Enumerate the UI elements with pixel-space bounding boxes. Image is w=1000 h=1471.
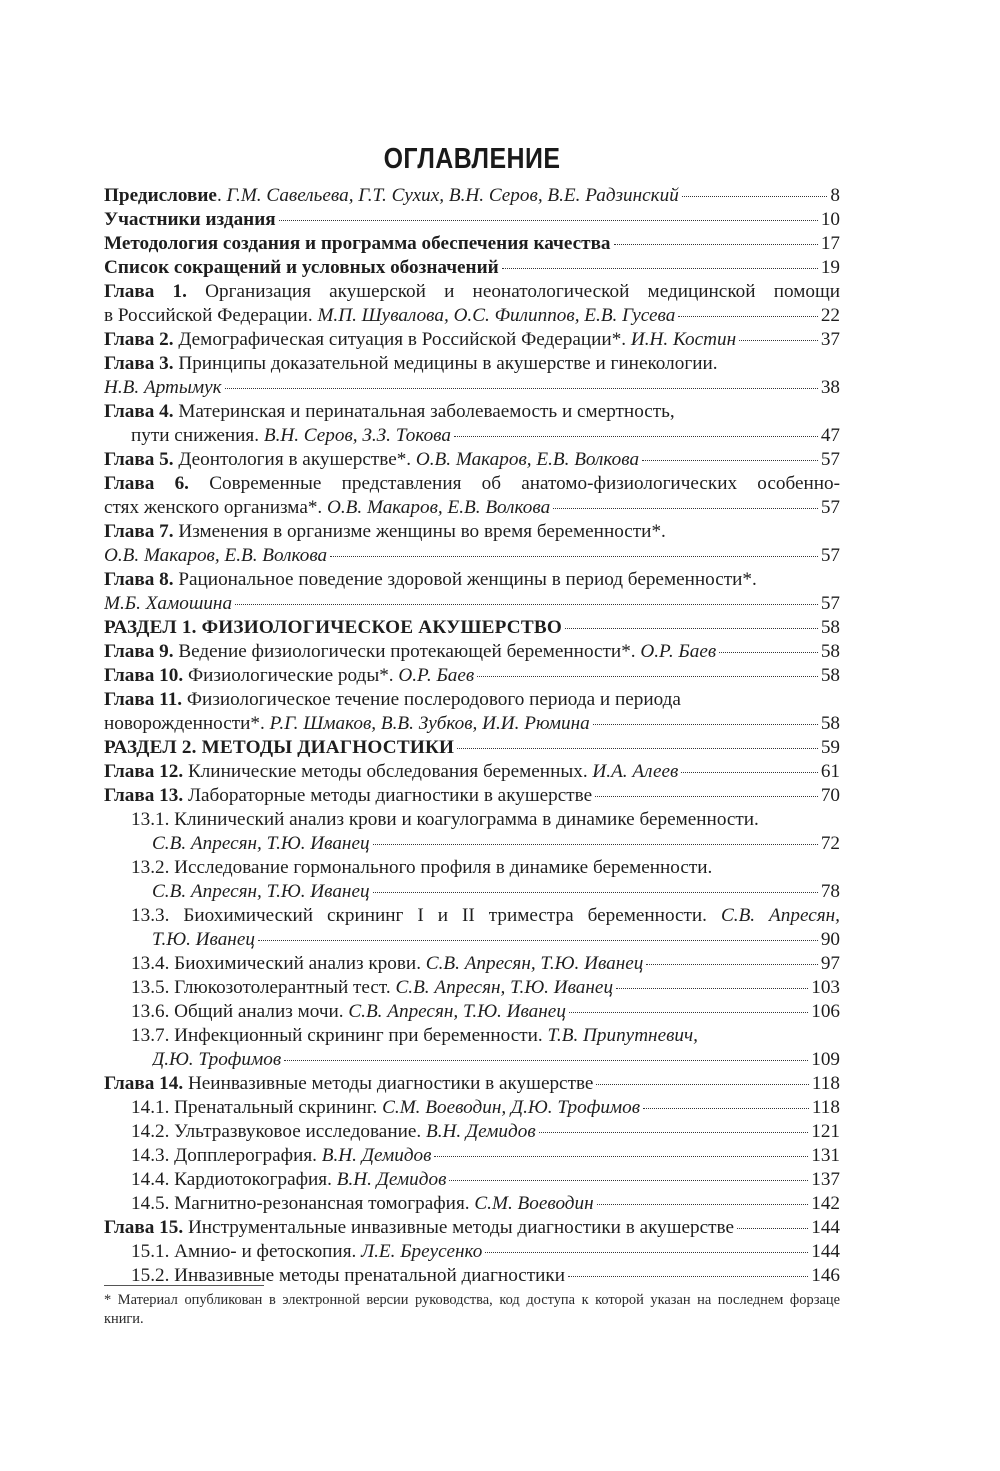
toc-line[interactable] — [104, 400, 840, 424]
entry-title: Деонтология в акушерстве*. — [178, 449, 416, 470]
page-number: 57 — [820, 497, 840, 518]
toc-line[interactable] — [104, 568, 840, 592]
chapter-label: Глава 7. — [104, 521, 174, 542]
dot-leader — [457, 748, 818, 749]
dot-leader — [454, 436, 818, 437]
page-number: 72 — [820, 833, 840, 854]
entry-authors: В.Н. Демидов — [336, 1169, 447, 1190]
toc-line[interactable] — [104, 808, 840, 832]
page-number: 17 — [820, 233, 840, 254]
page-number: 38 — [820, 377, 840, 398]
toc-entry-text — [131, 1192, 594, 1216]
toc-line[interactable] — [104, 376, 840, 400]
entry-title: 14.2. Ультразвуковое исследование. — [131, 1121, 426, 1142]
toc-entry-text — [104, 376, 222, 400]
entry-title: Принципы доказательной медицины в акушерстве и гинекологии. — [178, 353, 718, 374]
toc-entry-text — [104, 496, 550, 520]
toc-entry-text — [104, 568, 757, 592]
dot-leader — [737, 1228, 808, 1229]
toc-entry-text — [104, 208, 276, 232]
page-number: 47 — [820, 425, 840, 446]
dot-leader — [569, 1012, 808, 1013]
toc-entry-text — [131, 1144, 431, 1168]
dot-leader — [502, 268, 818, 269]
toc-entry-text — [131, 1168, 446, 1192]
page-title: ОГЛАВЛЕНИЕ — [383, 143, 561, 175]
entry-authors: О.В. Макаров, Е.В. Волкова — [104, 545, 328, 566]
entry-title: Клинические методы обследования беременных. — [187, 761, 593, 782]
section-title: РАЗДЕЛ 2. МЕТОДЫ ДИАГНОСТИКИ — [104, 737, 455, 758]
footnote: * Материал опубликован в электронной версии руководства, код доступа к которой указан на последнем форзаце книги. — [104, 1292, 840, 1327]
toc-entry-text — [104, 472, 840, 496]
chapter-label: Глава 4. — [104, 401, 174, 422]
entry-title: 15.2. Инвазивные методы пренатальной диагностики — [131, 1265, 566, 1286]
chapter-label: Глава 13. — [104, 785, 184, 806]
dot-leader — [643, 1108, 809, 1109]
toc-line[interactable] — [104, 232, 840, 256]
entry-title: 13.2. Исследование гормонального профиля в динамике беременности. — [131, 857, 713, 878]
toc-entry-text — [104, 304, 675, 328]
separator: . — [216, 185, 227, 206]
page-number: 19 — [820, 257, 840, 278]
entry-title: 14.4. Кардиотокография. — [131, 1169, 337, 1190]
chapter-label: Глава 8. — [104, 569, 174, 590]
page-number: 146 — [811, 1265, 840, 1286]
dot-leader — [681, 772, 817, 773]
entry-authors: О.В. Макаров, Е.В. Волкова — [415, 449, 640, 470]
toc-entry-text — [131, 1024, 698, 1048]
entry-title: Изменения в организме женщины во время беременности*. — [178, 521, 666, 542]
toc-entry-text — [131, 1120, 536, 1144]
page-number: 90 — [820, 929, 840, 950]
toc-entry-text — [152, 880, 370, 904]
entry-title: Ведение физиологически протекающей беременности*. — [178, 641, 641, 662]
toc-entry-text — [104, 712, 590, 736]
page-number: 8 — [830, 185, 840, 206]
separator — [187, 281, 205, 302]
chapter-label: Глава 2. — [104, 329, 174, 350]
page-number: 22 — [820, 305, 840, 326]
page-number: 118 — [811, 1097, 840, 1118]
page-number: 144 — [811, 1241, 840, 1262]
chapter-label: Глава 15. — [104, 1217, 184, 1238]
chapter-label: Предисловие — [104, 185, 217, 206]
toc-line[interactable] — [104, 640, 840, 664]
entry-title: Неинвазивные методы диагностики в акушерстве — [187, 1073, 594, 1094]
entry-title: Физиологическое течение послеродового периода и периода — [186, 689, 681, 710]
page-number: 58 — [820, 665, 840, 686]
dot-leader — [593, 724, 818, 725]
toc-entry-text — [152, 832, 370, 856]
entry-title: Демографическая ситуация в Российской Федерации*. — [178, 329, 631, 350]
toc-entry-text — [104, 688, 681, 712]
toc-entry-text — [104, 232, 611, 256]
toc-line[interactable] — [104, 544, 840, 568]
entry-authors: С.В. Апресян, Т.Ю. Иванец — [348, 1001, 566, 1022]
entry-title: 14.3. Допплерография. — [131, 1145, 322, 1166]
toc-line[interactable] — [104, 880, 840, 904]
dot-leader — [235, 604, 818, 605]
dot-leader — [595, 796, 818, 797]
toc-line[interactable] — [104, 952, 840, 976]
toc-line[interactable] — [104, 184, 840, 208]
toc-line[interactable] — [104, 928, 840, 952]
page-number: 103 — [811, 977, 840, 998]
dot-leader — [597, 1204, 809, 1205]
entry-title: пути снижения. — [131, 425, 264, 446]
dot-leader — [477, 676, 818, 677]
toc-entry-text — [104, 784, 592, 808]
page-number: 109 — [811, 1049, 840, 1070]
entry-authors: Н.В. Артымук — [104, 377, 222, 398]
page-number: 70 — [820, 785, 840, 806]
toc-entry-text — [104, 328, 736, 352]
entry-title: 13.5. Глюкозотолерантный тест. — [131, 977, 396, 998]
toc-entry-text — [104, 760, 678, 784]
entry-authors: О.В. Макаров, Е.В. Волкова — [327, 497, 551, 518]
page-number: 10 — [820, 209, 840, 230]
entry-title: Инструментальные инвазивные методы диагностики в акушерстве — [187, 1217, 735, 1238]
toc-line[interactable] — [104, 712, 840, 736]
toc-entry-text — [104, 664, 474, 688]
dot-leader — [485, 1252, 808, 1253]
dot-leader — [596, 1084, 809, 1085]
chapter-label: Глава 5. — [104, 449, 174, 470]
entry-authors: Р.Г. Шмаков, В.В. Зубков, И.И. Рюмина — [269, 713, 590, 734]
toc-line[interactable] — [104, 472, 840, 496]
toc-entry-text — [104, 256, 499, 280]
entry-authors: М.Б. Хамошина — [104, 593, 233, 614]
toc-line[interactable] — [104, 760, 840, 784]
dot-leader — [553, 508, 818, 509]
page-number: 58 — [820, 641, 840, 662]
entry-authors: В.Н. Демидов — [321, 1145, 432, 1166]
dot-leader — [434, 1156, 808, 1157]
dot-leader — [642, 460, 818, 461]
page-number: 59 — [820, 737, 840, 758]
chapter-label: Глава 12. — [104, 761, 184, 782]
footnote-rule — [104, 1285, 264, 1286]
toc-line[interactable] — [104, 448, 840, 472]
toc-line[interactable] — [104, 1048, 840, 1072]
dot-leader — [568, 1276, 808, 1277]
toc-line[interactable] — [104, 256, 840, 280]
toc-line[interactable] — [104, 208, 840, 232]
toc-line[interactable] — [104, 592, 840, 616]
toc-line[interactable] — [104, 496, 840, 520]
dot-leader — [739, 340, 818, 341]
toc-line[interactable] — [104, 736, 840, 760]
page-number: 61 — [820, 761, 840, 782]
page-number: 131 — [811, 1145, 840, 1166]
toc-line[interactable] — [104, 1096, 840, 1120]
entry-authors: Т.Ю. Иванец — [152, 929, 255, 950]
entry-title: Методология создания и программа обеспечения качества — [104, 233, 611, 254]
page-number: 57 — [820, 593, 840, 614]
dot-leader — [225, 388, 818, 389]
toc-entry-text — [131, 1000, 566, 1024]
entry-title: 13.1. Клинический анализ крови и коагулограмма в динамике беременности. — [131, 809, 759, 830]
entry-authors: Д.Ю. Трофимов — [152, 1049, 282, 1070]
toc-entry-text — [104, 544, 327, 568]
toc-line[interactable] — [104, 1216, 840, 1240]
dot-leader — [646, 964, 817, 965]
entry-title: Физиологические роды*. — [187, 665, 399, 686]
dot-leader — [258, 940, 818, 941]
dot-leader — [539, 1132, 809, 1133]
dot-leader — [373, 844, 818, 845]
entry-title: стях женского организма*. — [104, 497, 328, 518]
entry-title: Участники издания — [104, 209, 276, 230]
entry-authors: Т.В. Припутневич, — [547, 1025, 698, 1046]
separator — [189, 473, 209, 494]
dot-leader — [616, 988, 808, 989]
entry-title: Лабораторные методы диагностики в акушерстве — [187, 785, 593, 806]
page-number: 106 — [811, 1001, 840, 1022]
toc-line[interactable] — [104, 616, 840, 640]
entry-title: 13.3. Биохимический скрининг I и II триместра беременности. — [131, 905, 721, 926]
page-number: 37 — [820, 329, 840, 350]
dot-leader — [678, 316, 818, 317]
entry-authors: И.Н. Костин — [630, 329, 737, 350]
dot-leader — [330, 556, 818, 557]
toc-entry-text — [131, 424, 451, 448]
toc-entry-text — [152, 1048, 281, 1072]
page-number: 57 — [820, 449, 840, 470]
entry-authors: И.А. Алеев — [592, 761, 679, 782]
toc-entry-text — [131, 808, 759, 832]
toc-entry-text — [104, 736, 454, 760]
toc-line[interactable] — [104, 1120, 840, 1144]
toc-entry-text — [104, 1072, 593, 1096]
dot-leader — [565, 628, 818, 629]
page-number: 137 — [811, 1169, 840, 1190]
page-number: 118 — [811, 1073, 840, 1094]
chapter-label: Глава 6. — [104, 473, 189, 494]
entry-authors: О.Р. Баев — [640, 641, 717, 662]
entry-title: 13.7. Инфекционный скрининг при беременности. — [131, 1025, 548, 1046]
toc-entry-text — [104, 184, 679, 208]
toc-entry-text — [131, 856, 712, 880]
entry-title: новорожденности*. — [104, 713, 270, 734]
toc-line[interactable] — [104, 856, 840, 880]
entry-title: в Российской Федерации. — [104, 305, 318, 326]
toc-entry-text — [131, 904, 840, 928]
entry-authors: М.П. Шувалова, О.С. Филиппов, Е.В. Гусева — [317, 305, 676, 326]
toc-entry-text — [104, 592, 232, 616]
entry-title: 15.1. Амнио- и фетоскопия. — [131, 1241, 362, 1262]
toc-line[interactable] — [104, 784, 840, 808]
page-number: 78 — [820, 881, 840, 902]
toc-line[interactable] — [104, 832, 840, 856]
toc-entry-text — [104, 400, 675, 424]
entry-title: Современные представления об анатомо-физиологических особенно- — [209, 473, 840, 494]
chapter-label: Глава 3. — [104, 353, 174, 374]
toc-line[interactable] — [104, 1144, 840, 1168]
toc-line[interactable] — [104, 904, 840, 928]
entry-title: 13.6. Общий анализ мочи. — [131, 1001, 349, 1022]
dot-leader — [449, 1180, 808, 1181]
toc-entry-text — [131, 1240, 482, 1264]
toc-entry-text — [104, 1216, 734, 1240]
dot-leader — [279, 220, 818, 221]
dot-leader — [719, 652, 818, 653]
entry-authors: Г.М. Савельева, Г.Т. Сухих, В.Н. Серов, В.Е. Радзинский — [226, 185, 679, 206]
entry-authors: В.Н. Демидов — [425, 1121, 536, 1142]
entry-authors: С.В. Апресян, Т.Ю. Иванец — [152, 833, 370, 854]
dot-leader — [614, 244, 818, 245]
toc-entry-text — [131, 952, 643, 976]
toc-entry-text — [104, 640, 716, 664]
table-of-contents — [104, 184, 840, 1288]
entry-title: 13.4. Биохимический анализ крови. — [131, 953, 426, 974]
entry-authors: С.В. Апресян, Т.Ю. Иванец — [152, 881, 370, 902]
toc-entry-text — [131, 1096, 640, 1120]
entry-title: Организация акушерской и неонатологической медицинской помощи — [205, 281, 840, 302]
page-number: 57 — [820, 545, 840, 566]
toc-line[interactable] — [104, 976, 840, 1000]
entry-authors: О.Р. Баев — [398, 665, 475, 686]
toc-entry-text — [131, 976, 613, 1000]
page-number: 144 — [811, 1217, 840, 1238]
page-number: 58 — [820, 713, 840, 734]
toc-line[interactable] — [104, 1000, 840, 1024]
page-number: 142 — [811, 1193, 840, 1214]
toc-line[interactable] — [104, 1072, 840, 1096]
entry-authors: Л.Е. Бреусенко — [361, 1241, 483, 1262]
entry-authors: С.В. Апресян, — [720, 905, 840, 926]
entry-authors: С.В. Апресян, Т.Ю. Иванец — [395, 977, 614, 998]
entry-title: Список сокращений и условных обозначений — [104, 257, 499, 278]
dot-leader — [373, 892, 818, 893]
dot-leader — [682, 196, 828, 197]
dot-leader — [284, 1060, 808, 1061]
toc-line[interactable] — [104, 304, 840, 328]
toc-line[interactable] — [104, 1168, 840, 1192]
toc-line[interactable] — [104, 328, 840, 352]
entry-authors: С.В. Апресян, Т.Ю. Иванец — [425, 953, 644, 974]
chapter-label: Глава 1. — [104, 281, 187, 302]
section-title: РАЗДЕЛ 1. ФИЗИОЛОГИЧЕСКОЕ АКУШЕРСТВО — [104, 617, 562, 638]
entry-authors: С.М. Воеводин — [474, 1193, 594, 1214]
toc-entry-text — [104, 352, 718, 376]
toc-entry-text — [104, 448, 639, 472]
chapter-label: Глава 11. — [104, 689, 183, 710]
entry-title: Материнская и перинатальная заболеваемость и смертность, — [178, 401, 675, 422]
entry-authors: В.Н. Серов, З.З. Токова — [263, 425, 451, 446]
toc-entry-text — [104, 616, 562, 640]
chapter-label: Глава 10. — [104, 665, 184, 686]
toc-entry-text — [104, 280, 840, 304]
page-number: 58 — [820, 617, 840, 638]
toc-line[interactable] — [104, 280, 840, 304]
toc-line[interactable] — [104, 424, 840, 448]
toc-line[interactable] — [104, 352, 840, 376]
toc-entry-text — [104, 520, 666, 544]
toc-line[interactable] — [104, 1024, 840, 1048]
entry-title: 14.5. Магнитно-резонансная томография. — [131, 1193, 475, 1214]
toc-line[interactable] — [104, 1192, 840, 1216]
chapter-label: Глава 9. — [104, 641, 174, 662]
toc-entry-text — [152, 928, 255, 952]
entry-authors: С.М. Воеводин, Д.Ю. Трофимов — [382, 1097, 641, 1118]
entry-title: Рациональное поведение здоровой женщины в период беременности*. — [178, 569, 757, 590]
toc-line[interactable] — [104, 1240, 840, 1264]
page-number: 121 — [811, 1121, 840, 1142]
toc-line[interactable] — [104, 688, 840, 712]
entry-title: 14.1. Пренатальный скрининг. — [131, 1097, 383, 1118]
chapter-label: Глава 14. — [104, 1073, 184, 1094]
toc-line[interactable] — [104, 664, 840, 688]
toc-line[interactable] — [104, 520, 840, 544]
page-number: 97 — [820, 953, 840, 974]
